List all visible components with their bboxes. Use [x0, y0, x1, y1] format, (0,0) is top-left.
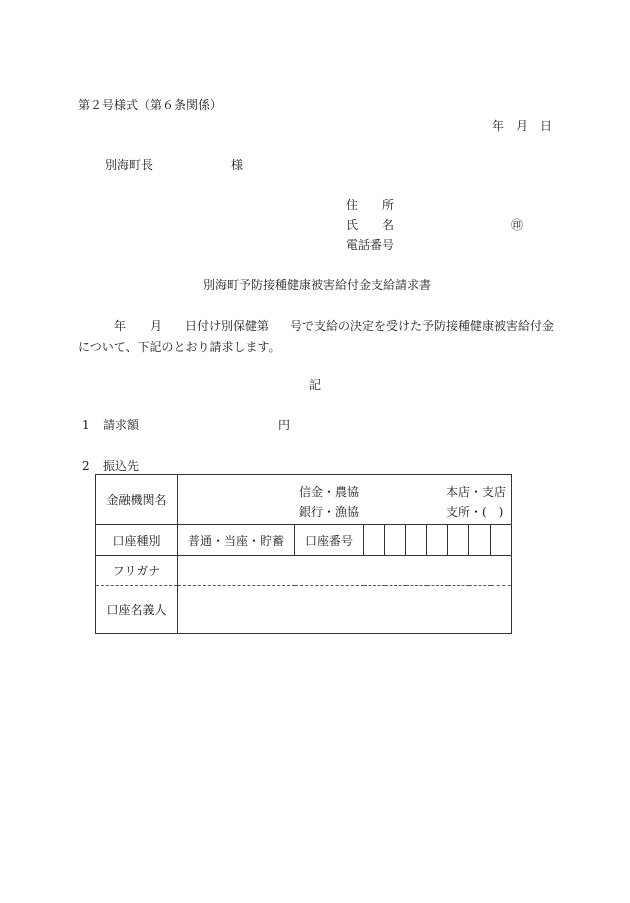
institution-types-line1: 信金・農協	[299, 484, 360, 499]
furigana-field[interactable]	[178, 556, 512, 586]
account-number-digit[interactable]	[385, 525, 406, 556]
account-holder-field[interactable]	[178, 586, 512, 634]
address-label: 住 所	[346, 198, 395, 212]
branch-types-line2: 支所・( )	[446, 504, 504, 519]
date-line: 年 月 日	[492, 119, 553, 133]
account-number-label: 口座番号	[295, 525, 364, 556]
body-line1-rest: 号で支給の決定を受けた予防接種健康被害給付金	[290, 319, 555, 333]
body-month: 月	[150, 319, 163, 333]
form-number: 第２号様式（第６条関係）	[78, 98, 223, 112]
body-year: 年	[114, 319, 127, 333]
name-label: 氏 名	[346, 218, 395, 232]
account-number-digit[interactable]	[406, 525, 427, 556]
note-heading: 記	[309, 378, 322, 392]
seal-mark: ㊞	[511, 218, 524, 232]
body-line2: について、下記のとおり請求します。	[78, 340, 281, 354]
institution-label: 金融機関名	[96, 475, 178, 525]
account-number-digit[interactable]	[491, 525, 512, 556]
account-holder-label: 口座名義人	[96, 586, 178, 634]
furigana-label: フリガナ	[96, 556, 178, 586]
institution-types-line2: 銀行・漁協	[299, 504, 360, 519]
phone-label: 電話番号	[346, 238, 395, 252]
account-number-digit[interactable]	[427, 525, 448, 556]
account-number-digit[interactable]	[364, 525, 385, 556]
institution-field[interactable]	[178, 478, 511, 522]
body-date-ref: 日付け別保健第	[185, 319, 270, 333]
item1-label: 請求額	[103, 418, 140, 432]
branch-types-line1: 本店・支店	[446, 484, 507, 499]
account-number-digit[interactable]	[469, 525, 491, 556]
account-type-label: 口座種別	[96, 525, 178, 556]
account-number-digit[interactable]	[448, 525, 469, 556]
item1-unit: 円	[278, 418, 291, 432]
item2-number: 2	[82, 459, 90, 473]
item2-label: 振込先	[103, 459, 140, 473]
account-type-options[interactable]: 普通・当座・貯蓄	[178, 525, 295, 556]
item1-number: 1	[82, 418, 90, 432]
addressee-honorific: 様	[231, 158, 244, 172]
document-title: 別海町予防接種健康被害給付金支給請求書	[203, 278, 432, 292]
bank-account-table	[95, 474, 512, 634]
addressee-name: 別海町長	[105, 158, 154, 172]
